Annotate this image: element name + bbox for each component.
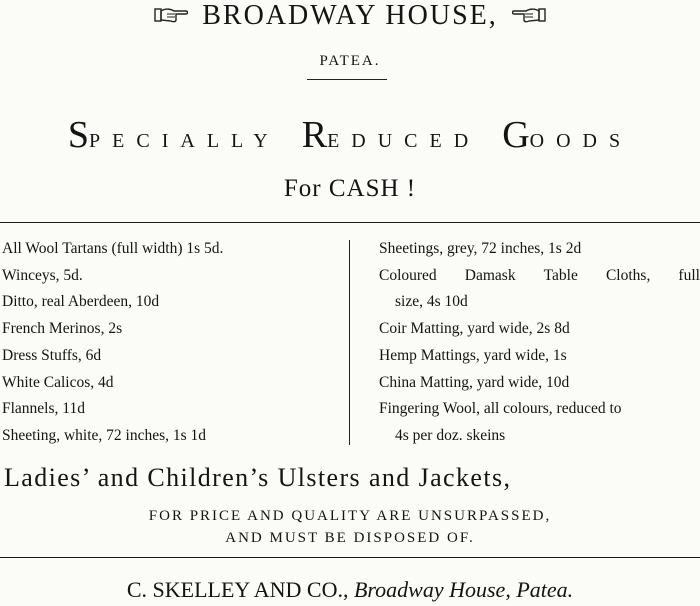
left-price-list [2, 236, 342, 450]
column-divider [349, 240, 350, 445]
subheadline: For CASH ! [283, 175, 417, 202]
ulsters-banner: Ladies’ and Children’s Ulsters and Jackets, [4, 463, 512, 492]
firm-name: C. SKELLEY AND CO., [126, 577, 349, 602]
list-item: China Matting, yard wide, 10d [379, 373, 570, 391]
short-divider [307, 79, 387, 80]
list-item: Winceys, 5d. [2, 266, 83, 284]
list-item: All Wool Tartans (full width) 1s 5d. [2, 240, 224, 257]
headline: SPECIALLY REDUCED GOODS [67, 114, 633, 156]
right-price-list [379, 236, 700, 450]
place-name: PATEA. [319, 53, 381, 69]
list-item: Coloured Damask Table Cloths, full [379, 266, 700, 284]
list-item: Flannels, 11d [2, 400, 85, 418]
list-item: Sheetings, grey, 72 inches, 1s 2d [379, 240, 582, 257]
list-item: Dress Stuffs, 6d [2, 346, 102, 364]
title-text: BROADWAY HOUSE, [202, 0, 498, 31]
list-item: Hemp Mattings, yard wide, 1s [379, 346, 567, 364]
list-item: French Merinos, 2s [2, 320, 123, 338]
advert-title [0, 0, 700, 32]
footer-signature [0, 577, 700, 603]
list-item-continuation: 4s per doz. skeins [395, 426, 506, 444]
list-item: Sheeting, white, 72 inches, 1s 1d [2, 426, 207, 444]
list-item: White Calicos, 4d [2, 373, 114, 391]
list-item: Fingering Wool, all colours, reduced to [379, 400, 622, 418]
firm-address: Broadway House, Patea. [353, 577, 574, 602]
divider-bottom [0, 557, 700, 558]
price-line: FOR PRICE AND QUALITY ARE UNSURPASSED, [148, 508, 552, 524]
list-item: Coir Matting, yard wide, 2s 8d [379, 320, 570, 338]
divider-top [0, 222, 700, 223]
list-item-continuation: size, 4s 10d [395, 293, 468, 311]
pointing-hand-right-icon [154, 5, 188, 25]
list-item: Ditto, real Aberdeen, 10d [2, 293, 160, 311]
pointing-hand-left-icon [512, 5, 546, 25]
dispose-line: AND MUST BE DISPOSED OF. [225, 530, 475, 546]
